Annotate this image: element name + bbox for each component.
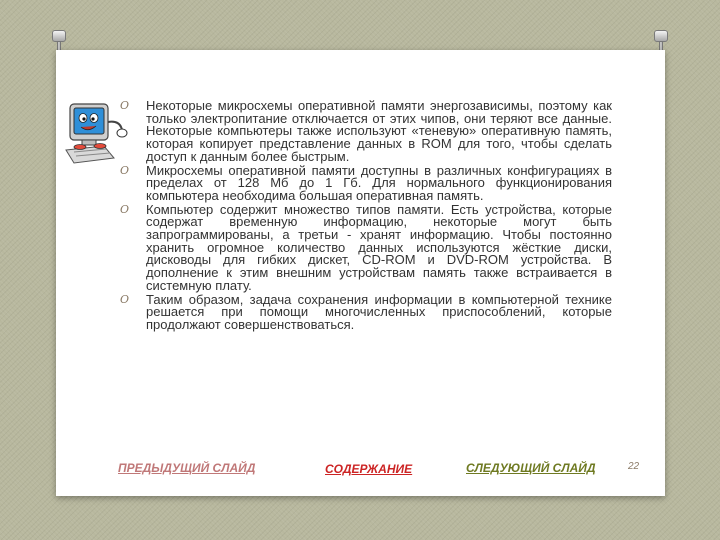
- page-number: 22: [628, 461, 640, 472]
- list-item: [120, 201, 612, 293]
- list-item: [120, 100, 612, 164]
- bullet-text: Таким образом, задача сохранения информации в компьютерной технике решается при помощи многочисленных приспособлений, которые продолжают совершенствоваться.: [146, 291, 612, 332]
- previous-slide-link[interactable]: ПРЕДЫДУЩИЙ СЛАЙД: [118, 461, 256, 475]
- contents-link[interactable]: СОДЕРЖАНИЕ: [325, 462, 413, 476]
- bullet-marker: O: [120, 202, 130, 216]
- bullet-list: [120, 100, 612, 333]
- list-item: [120, 162, 612, 203]
- bullet-marker: O: [120, 99, 130, 112]
- list-item: [120, 291, 612, 332]
- bullet-text: Компьютер содержит множество типов памяти. Есть устройства, которые содержат временную информацию, некоторые могут быть запрограммированы, а третьи - хранят информацию. Чтобы постоянно хранить огромное количество данных используются жёсткие диски, дисководы для гибких дискет, CD-ROM и DVD-ROM устройства. В дополнение к этим внешним устройствам память также встраивается в системную плату.: [146, 201, 612, 293]
- bullet-text: Микросхемы оперативной памяти доступны в различных конфигурациях в пределах от 128 Мб до 1 Гб. Для нормального функционирования компьютера необходима большая оперативная память.: [146, 162, 612, 203]
- bullet-marker: O: [120, 163, 130, 177]
- bullet-text: Некоторые микросхемы оперативной памяти энергозависимы, поэтому как только электропитание отключается от этих чипов, они теряют все данные. Некоторые компьютеры также используют «теневую» оперативную память, которая копирует представление данных в ROM для того, чтобы сделать доступ к данным более быстрым.: [146, 98, 612, 164]
- bullet-marker: O: [120, 292, 130, 306]
- next-slide-link[interactable]: СЛЕДУЮЩИЙ СЛАЙД: [466, 461, 596, 475]
